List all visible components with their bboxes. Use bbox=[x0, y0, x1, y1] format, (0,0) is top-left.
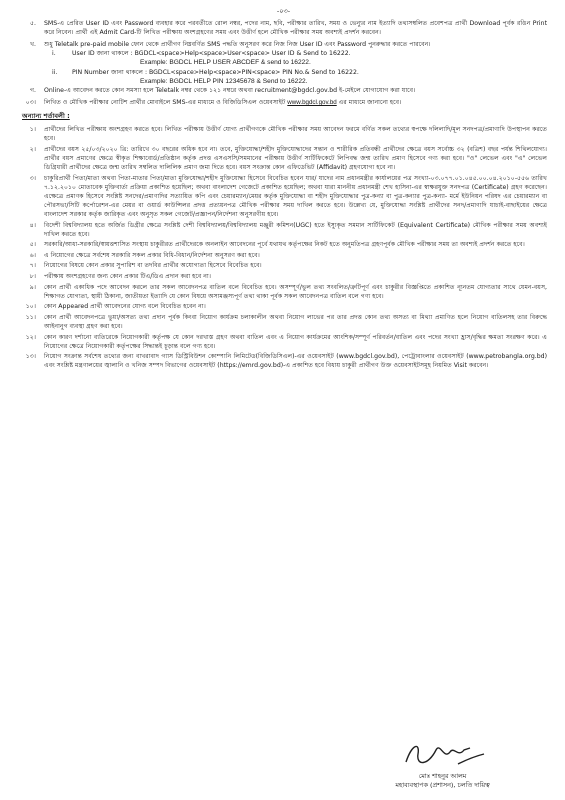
condition-number: ১২। bbox=[25, 333, 36, 341]
condition-item bbox=[20, 352, 547, 370]
condition-text: প্রার্থীদের লিখিত পরীক্ষায় অংশগ্রহণ করতে হবে। লিখিত পরীক্ষায় উত্তীর্ণ যোগ্য প্রার্থীগণকে মৌখিক পরীক্ষার সময় আবেদন ফরমে বর্ণিত সকল তথ্যের স্বপক্ষে দলিলাদি/মূল সনদপত্র/প্রমাণাদি উপস্থাপন করতে হবে। bbox=[44, 126, 547, 143]
condition-text: নিয়োগ সংক্রান্ত সর্বশেষ তথ্যের জন্য বাখরাবাদ গ্যাস ডিস্ট্রিবিউশন কোম্পানি লিমিটেড(বিজিডিসিএল)-এর ওয়েবসাইট (www.bgdcl.gov.bd), পেট্রোবাংলার ওয়েবসাইট (www.petrobangla.org.bd) এবং সংশ্লিষ্ট মন্ত্রণালয়ের জ্বালানি ও খনিজ সম্পদ বিভাগের ওয়েবসাইট (https://emrd.gov.bd)-এ প্রকাশিত হবে বিধায় চাকুরী প্রার্থীগণ উক্ত ওয়েবসাইটসমূহ নিয়মিত Visit করবেন। bbox=[44, 353, 547, 370]
sub-item-text: PIN Number জানা থাকলে : BGDCL<space>Help<space>PIN<space> PIN No.& Send to 16222. bbox=[72, 68, 359, 76]
signatory-designation: মহাব্যবস্থাপক (প্রশাসন), চলতি দায়িত্ব bbox=[395, 781, 490, 789]
condition-item bbox=[20, 283, 547, 301]
condition-number: ২। bbox=[29, 145, 36, 153]
condition-item bbox=[20, 221, 547, 239]
item-3 bbox=[20, 98, 547, 107]
condition-text: বিদেশী বিশ্ববিদ্যালয় হতে অর্জিত ডিগ্রীর ক্ষেত্রে সংশ্লিষ্ট দেশী বিশ্ববিদ্যালয়/বিশ্ববিদ্যালয় মঞ্জুরী কমিশন(UGC) হতে ইস্যুকৃত সমমান সার্টিফিকেট (Equivalent Certificate) মৌখিক পরীক্ষার সময় অবশ্যই দাখিল করতে হবে। bbox=[44, 221, 547, 238]
website-link[interactable]: www.bgdcl.gov.bd bbox=[287, 98, 337, 106]
condition-item bbox=[20, 272, 547, 281]
item-number: ০৩। bbox=[25, 98, 36, 106]
conditions-list bbox=[20, 125, 547, 370]
condition-text: কোন Appeared প্রার্থী আবেদনের যোগ্য বলে বিবেচিত হবেন না। bbox=[44, 303, 206, 311]
sub-item-text: User ID জানা থাকলে : BGDCL<space>Help<space>User<space> User ID & Send to 16222. bbox=[72, 50, 351, 58]
condition-number: ১১। bbox=[25, 313, 36, 321]
condition-text: প্রার্থীদের বয়স ২৫/০৩/২০২০ খ্রি: তারিখে ৩০ বছরের অধিক হবে না। তবে, মুক্তিযোদ্ধা/শহীদ মুক্তিযোদ্ধাদের সন্তান ও শারীরিক প্রতিবন্ধী প্রার্থীদের ক্ষেত্রে বয়স সর্বোচ্চ ৩২ (বত্রিশ) বছর পর্যন্ত শিথিলযোগ্য। প্রার্থীর বয়স প্রমাণের ক্ষেত্রে স্বীকৃত শিক্ষাবোর্ড/প্রতিষ্ঠান কর্তৃক প্রদত্ত এসএসসি/সমমানের পরীক্ষায় উত্তীর্ণ সার্টিফিকেটে লিপিবদ্ধ জন্ম তারিখ প্রমাণ হিসেবে গণ্য করা হবে। "ও" লেভেল এবং "এ" লেভেল ডিগ্রিধারী প্রার্থীদের ক্ষেত্রে জন্ম তারিখ সম্বলিত দালিলিক প্রমাণ জমা দিতে হবে। বয়স সংক্রান্ত কোন এফিডেভিট (Affidavit) গ্রহণযোগ্য হবে না। bbox=[44, 145, 547, 171]
signature-block bbox=[360, 738, 525, 790]
sub-item-ii bbox=[20, 68, 547, 77]
condition-text: এ নিয়োগের ক্ষেত্রে সর্বশেষ সরকারি সকল প্রকার বিধি-বিধান/নির্দেশনা অনুসরণ করা হবে। bbox=[44, 251, 260, 259]
condition-number: ১০। bbox=[25, 303, 36, 311]
section-heading: অন্যান্য শর্তাবলী : bbox=[22, 112, 70, 121]
condition-text: সরকারি/আধা-সরকারি/স্বায়ত্তশাসিত সংস্থায় চাকুরীরত প্রার্থীদেরকে অনলাইন আবেদনের পূর্বে যথাযথ কর্তৃপক্ষের নিকট হতে অনুমতিপত্র গ্রহণপূর্বক মৌখিক পরীক্ষার সময় তা অবশ্যই প্রদর্শন করতে হবে। bbox=[44, 241, 525, 249]
item-text: এর মাধ্যমে জানানো হবে। bbox=[336, 98, 402, 106]
condition-number: ৬। bbox=[29, 251, 36, 259]
signatory-name: মোঃ শাহনুর আলম bbox=[418, 772, 467, 780]
condition-text: নিয়োগের বিষয়ে কোন প্রকার সুপারিশ বা তদবির প্রার্থীর অযোগ্যতা হিসেবে বিবেচিত হবে। bbox=[44, 262, 262, 270]
condition-number: ৯। bbox=[29, 283, 36, 291]
condition-item bbox=[20, 145, 547, 172]
sub-item-i bbox=[20, 49, 547, 58]
item-number: গ. bbox=[29, 86, 36, 94]
item-text: SMS-এ প্রেরিত User ID এবং Password ব্যবহার করে পরবর্তীতে রোল নম্বর, পদের নাম, ছবি, পরীক্ষার তারিখ, সময় ও ভেন্যুর নাম ইত্যাদি তথ্যসম্বলিত প্রবেশপত্র প্রার্থী Download পূর্বক রঙিন Print করে নিবেন। প্রার্থী এই Admit Card-টি লিখিত পরীক্ষায় অংশগ্রহণের সময় এবং উত্তীর্ণ হলে মৌখিক পরীক্ষার সময় অবশ্যই প্রদর্শন করবেন। bbox=[44, 20, 547, 37]
condition-item bbox=[20, 261, 547, 270]
item-ga bbox=[20, 86, 547, 95]
condition-number: ৩। bbox=[29, 174, 36, 182]
item-text: শুধু Teletalk pre-paid mobile ফোন থেকে প্রার্থীগণ নিম্নবর্ণিত SMS পদ্ধতি অনুসরণ করে নিজ নিজ User ID এবং Password পুনরুদ্ধার করতে পারবেন। bbox=[44, 41, 431, 49]
condition-number: ৪। bbox=[29, 221, 36, 229]
condition-text: কোন প্রার্থী একাধিক পদে আবেদন করলে তার সকল আবেদনপত্র বাতিল বলে বিবেচিত হবে। অসম্পূর্ণ/ভুল তথ্য সংবলিত/ত্রুটিপূর্ণ এবং চাকুরীর বিজ্ঞপ্তিতে প্রকাশিত ন্যূনতম যোগ্যতার সাথে যেমন-বয়স, শিক্ষাগত যোগ্যতা, স্থায়ী ঠিকানা, জাতীয়তা ইত্যাদি যে কোন বিষয়ে অসামঞ্জস্যপূর্ণ তথ্য থাকা পূর্বক সকল আবেদনপত্র বাতিল বলে গণ্য হবে। bbox=[44, 283, 547, 300]
condition-text: পরীক্ষায় অংশগ্রহণের জন্য কোন প্রকার টিএ/ডিএ প্রদান করা হবে না। bbox=[44, 272, 211, 280]
condition-item bbox=[20, 125, 547, 143]
condition-text: চাকুরিপ্রার্থী পিতা/মাতা অথবা পিতা-মাতার পিতা/মাতা মুক্তিযোদ্ধা/শহীদ মুক্তিযোদ্ধা হিসেবে বিবেচিত হবেন যার/ যাদের নাম প্রধানমন্ত্রীর কার্যালয়ের পত্র সংখ্যা-০৩.০৭৭.০১.০৪৫.০০.০৪.২০১০-৫৫৬ তারিখ ৭.১২.২০১০ মোতাবেক মুক্তিবার্তা প্রক্রিয়া প্রকাশিত হয়েছিল; অথবা বাংলাদেশ গেজেটে প্রকাশিত হয়েছিল; অথবা যারা মাননীয় প্রধানমন্ত্রী শেখ হাসিনা-এর স্বাক্ষরযুক্ত সনদপত্র (Certificate) গ্রহণ করেছেন। এক্ষেত্রে প্রমাণক হিসেবে সংশ্লিষ্ট সনদের/প্রমাণাদির সত্যায়িত কপি এবং চেয়ারম্যান/মেয়র কর্তৃক মুক্তিযোদ্ধা বা শহীদ মুক্তিযোদ্ধার পুত্র-কন্যা বা পুত্র-কন্যার পুত্র-কন্যা- মর্মে ইউনিয়ন পরিষদ এর চেয়ারম্যান বা পৌরসভা/সিটি কর্পোরেশন-এর মেয়র বা ওয়ার্ড কাউন্সিলর প্রদত্ত প্রত্যয়নপত্র মৌখিক পরীক্ষার সময় দাখিল করতে হবে। উল্লেখ্য যে, মুক্তিযোদ্ধা সংশ্লিষ্ট প্রার্থীদের সনদ/প্রমাণাদি যাচাই-বাছাইয়ের ক্ষেত্রে বাংলাদেশ সরকার কর্তৃক জারিকৃত এবং অনুসৃত সকল গেজেট/প্রজ্ঞাপন/নির্দেশনা অনুসরণীয় হবে। bbox=[44, 174, 547, 218]
sms-example-pin: Example: BGDCL HELP PIN 12345678 & Send to 16222. bbox=[140, 77, 308, 85]
condition-number: ১। bbox=[29, 126, 36, 134]
condition-text: কোন কারণ দর্শানো ব্যতিরেকে নিয়োগকারী কর্তৃপক্ষ যে কোন দরখাস্ত গ্রহণ অথবা বাতিল এবং এ নিয়োগ কার্যক্রমের আংশিক/সম্পূর্ণ পরিবর্তন/বাতিল এবং পদের সংখ্যা হ্রাস/বৃদ্ধির ক্ষমতা সংরক্ষণ করে। এ নিয়োগের ক্ষেত্রে নিয়োগকারী কর্তৃপক্ষের সিদ্ধান্তই চূড়ান্ত বলে গণ্য হবে। bbox=[44, 333, 547, 350]
item-kha bbox=[20, 40, 547, 49]
signature-mark bbox=[398, 738, 488, 772]
condition-item bbox=[20, 302, 547, 311]
condition-number: ১৩। bbox=[25, 353, 36, 361]
condition-text: কোন প্রার্থী আবেদনপত্রে ভুয়া/অসত্য তথ্য প্রদান পূর্বক কিংবা নিয়োগ কার্যক্রম চলাকালীন অথবা নিয়োগ লাভের পর তার প্রদত্ত কোন তথ্য অসত্য বা মিথ্যা প্রমাণিত হলে নিয়োগ বাতিলসহ তার বিরুদ্ধে আইনানুগ ব্যবস্থা গ্রহণ করা হবে। bbox=[44, 313, 547, 330]
condition-item bbox=[20, 313, 547, 331]
condition-item bbox=[20, 333, 547, 351]
condition-item bbox=[20, 174, 547, 219]
condition-item bbox=[20, 251, 547, 260]
item-number: ৫. bbox=[30, 20, 36, 27]
item-5 bbox=[20, 19, 547, 37]
sub-item-number: ii. bbox=[52, 68, 58, 76]
condition-number: ৮। bbox=[29, 272, 36, 280]
condition-number: ৫। bbox=[29, 241, 36, 249]
item-text: লিখিত ও মৌখিক পরীক্ষার নোটিশ প্রার্থীর মোবাইলে SMS-এর মাধ্যমে ও বিজিডিসিএল ওয়েবসাইট bbox=[44, 98, 288, 106]
item-text: Online-এ আবেদন করতে কোন সমস্যা হলে Teletalk নম্বর থেকে ১২১ নম্বরে অথবা recruitment@bgdcl.gov.bd ই-মেইলে যোগাযোগ করা যাবে। bbox=[44, 86, 416, 94]
sms-example-user: Example: BGDCL HELP USER ABCDEF & send to 16222. bbox=[140, 59, 311, 67]
item-number: খ. bbox=[29, 41, 36, 49]
sub-item-number: i. bbox=[52, 50, 56, 58]
condition-number: ৭। bbox=[29, 262, 36, 270]
page-number: -০৩- bbox=[276, 7, 291, 15]
condition-item bbox=[20, 240, 547, 249]
